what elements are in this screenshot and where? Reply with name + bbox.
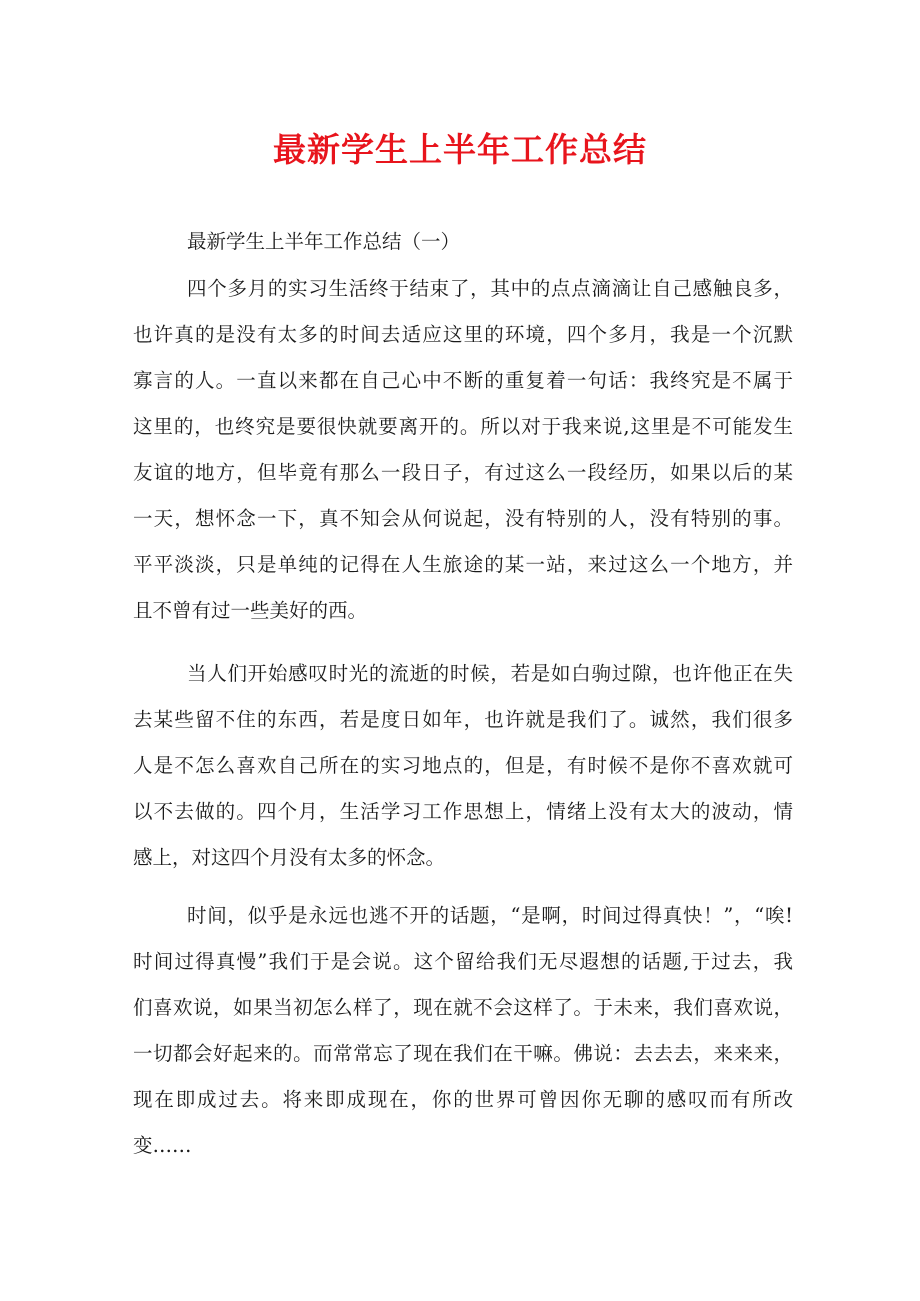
text-line: 人是不怎么喜欢自己所在的实习地点的，但是，有时候不是你不喜欢就可 [133, 754, 793, 777]
text-line: 现在即成过去。将来即成现在，你的世界可曾因你无聊的感叹而有所改 [133, 1088, 793, 1111]
document-title: 最新学生上半年工作总结 [273, 130, 647, 169]
text-line: 这里的，也终究是要很快就要离开的。所以对于我来说,这里是不可能发生 [133, 415, 793, 438]
text-line: 感上，对这四个月没有太多的怀念。 [133, 846, 446, 869]
paragraph-3 [133, 893, 793, 1169]
text-line: 时间，似乎是永远也逃不开的话题，“是啊，时间过得真快！”，“唉! [187, 904, 793, 927]
text-line: 四个多月的实习生活终于结束了，其中的点点滴滴让自己感触良多， [187, 277, 793, 300]
paragraph-1 [133, 266, 793, 634]
text-line: 们喜欢说，如果当初怎么样了，现在就不会这样了。于未来，我们喜欢说， [133, 996, 793, 1019]
text-line: 以不去做的。四个月，生活学习工作思想上，情绪上没有太大的波动，情 [133, 800, 793, 823]
paragraph-2 [133, 651, 793, 881]
text-line: 一切都会好起来的。而常常忘了现在我们在干嘛。佛说：去去去，来来来， [133, 1042, 793, 1065]
text-line: 一天，想怀念一下，真不知会从何说起，没有特别的人，没有特别的事。 [133, 507, 793, 530]
text-line: 时间过得真慢”我们于是会说。这个留给我们无尽遐想的话题,于过去，我 [133, 950, 793, 973]
text-line: 友谊的地方，但毕竟有那么一段日子，有过这么一段经历，如果以后的某 [133, 461, 793, 484]
text-line: 变…… [133, 1134, 192, 1157]
text-line: 寡言的人。一直以来都在自己心中不断的重复着一句话：我终究是不属于 [133, 369, 793, 392]
text-line: 当人们开始感叹时光的流逝的时候，若是如白驹过隙，也许他正在失 [187, 662, 793, 685]
text-line: 平平淡淡，只是单纯的记得在人生旅途的某一站，来过这么一个地方，并 [133, 553, 793, 576]
text-line: 也许真的是没有太多的时间去适应这里的环境，四个多月，我是一个沉默 [133, 323, 793, 346]
text-line: 且不曾有过一些美好的西。 [133, 599, 368, 622]
text-line: 去某些留不住的东西，若是度日如年，也许就是我们了。诚然，我们很多 [133, 708, 793, 731]
section-heading: 最新学生上半年工作总结（一） [187, 230, 461, 253]
